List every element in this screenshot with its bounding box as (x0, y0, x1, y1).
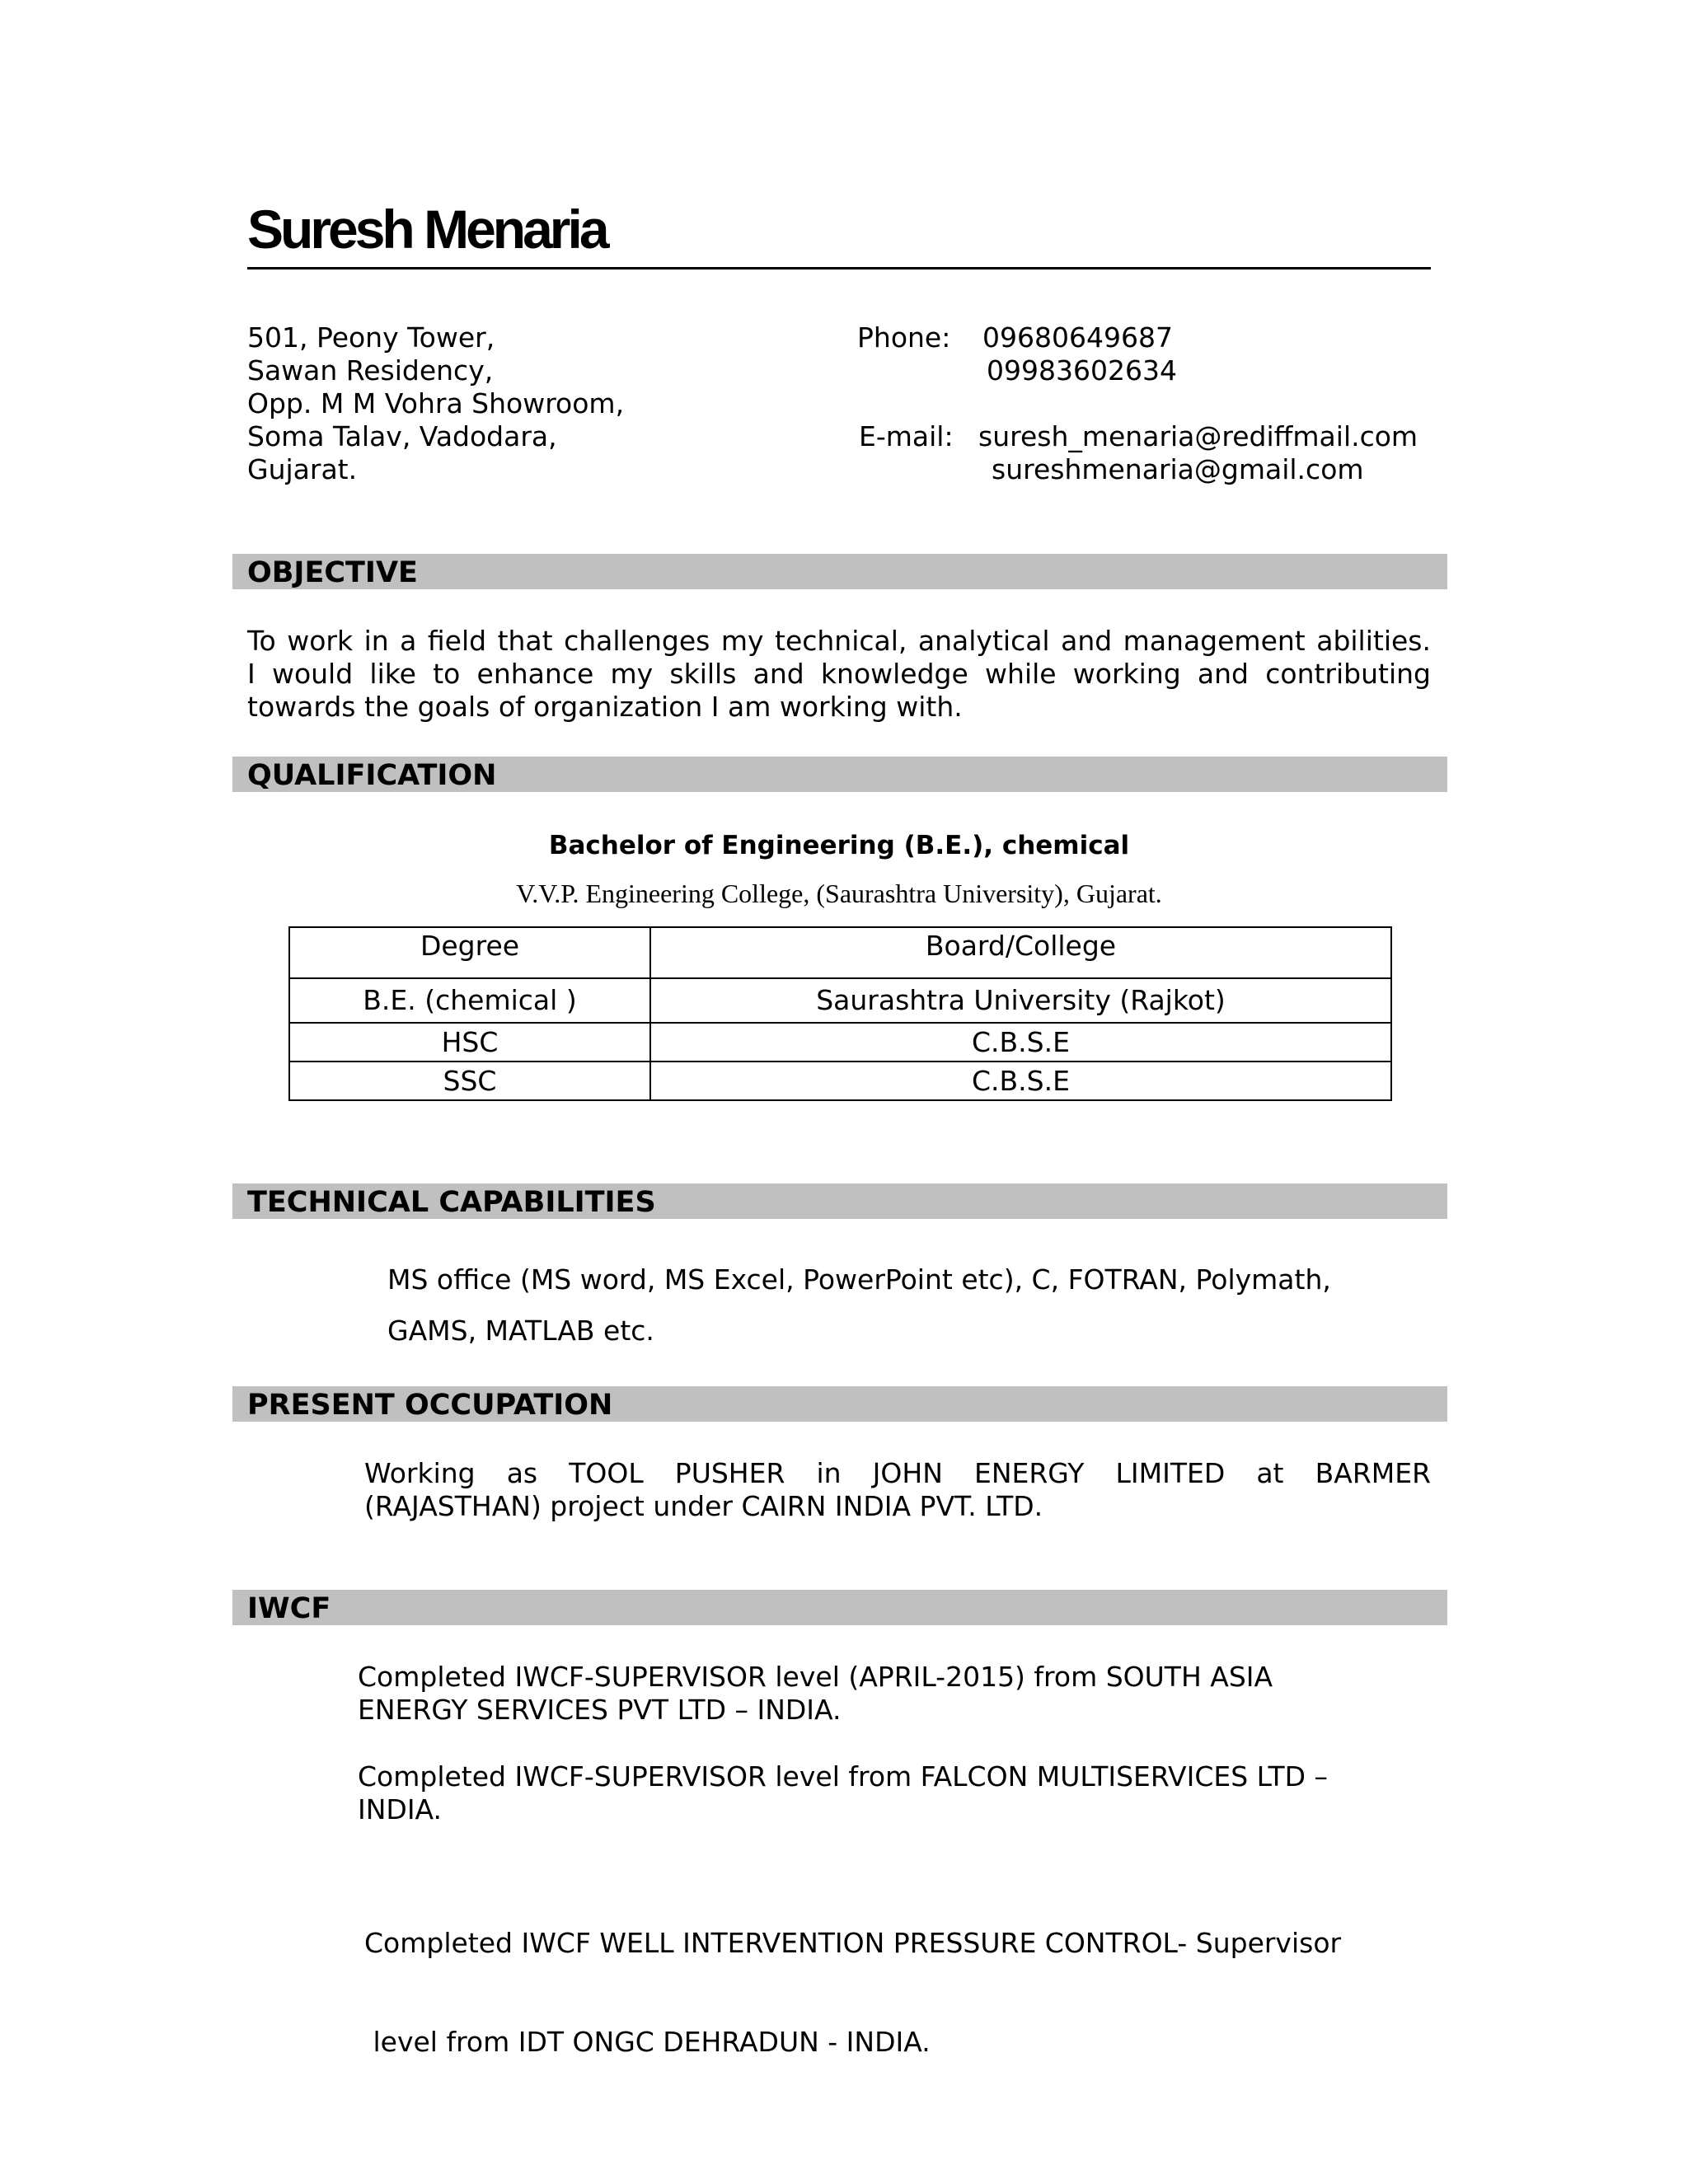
section-header-iwcf (232, 1590, 1447, 1625)
technical-text (387, 1254, 1331, 1357)
phone-number: 09680649687 (982, 321, 1173, 354)
table-cell: SSC (289, 1062, 650, 1100)
email-address: sureshmenaria@gmail.com (992, 453, 1364, 485)
section-header-objective (232, 554, 1447, 589)
section-title: TECHNICAL CAPABILITIES (247, 1186, 656, 1219)
iwcf-item (358, 1661, 1273, 1727)
iwcf-line: level from IDT ONGC DEHRADUN - INDIA. (364, 2026, 931, 2058)
name-divider (247, 267, 1431, 269)
occupation-line: (RAJASTHAN) project under CAIRN INDIA PVT. LTD. (364, 1490, 1043, 1522)
candidate-name: Suresh Menaria (247, 199, 607, 260)
objective-line: I would like to enhance my skills and knowledge while working and contributing (247, 658, 1431, 690)
address-line: Gujarat. (247, 453, 358, 485)
iwcf-line: Completed IWCF WELL INTERVENTION PRESSURE CONTROL- Supervisor (364, 1927, 1342, 1959)
column-header: Board/College (650, 927, 1391, 978)
address-line: 501, Peony Tower, (247, 321, 495, 354)
section-title: IWCF (247, 1592, 331, 1625)
table-header-row (289, 927, 1391, 978)
phone-number: 09983602634 (987, 354, 1177, 387)
address-line: Soma Talav, Vadodara, (247, 420, 557, 452)
iwcf-line: Completed IWCF-SUPERVISOR level (APRIL-2015) from SOUTH ASIA (358, 1661, 1273, 1693)
iwcf-line: INDIA. (358, 1793, 443, 1825)
table-row (289, 978, 1391, 1023)
college-name: V.V.P. Engineering College, (Saurashtra University), Gujarat. (516, 879, 1162, 908)
address-block (247, 321, 624, 486)
qualification-table (288, 926, 1392, 1101)
objective-line: towards the goals of organization I am working with. (247, 691, 963, 723)
table-row (289, 1023, 1391, 1062)
table-cell: C.B.S.E (650, 1023, 1391, 1062)
section-title: OBJECTIVE (247, 556, 418, 589)
section-title: QUALIFICATION (247, 759, 497, 792)
iwcf-line: Completed IWCF-SUPERVISOR level from FALCON MULTISERVICES LTD – (358, 1760, 1329, 1793)
technical-line: MS office (MS word, MS Excel, PowerPoint etc), C, FOTRAN, Polymath, (387, 1263, 1331, 1296)
iwcf-item (358, 1760, 1328, 1826)
occupation-line: Working as TOOL PUSHER in JOHN ENERGY LIMITED at BARMER (364, 1457, 1431, 1489)
occupation-text (364, 1457, 1431, 1523)
technical-line: GAMS, MATLAB etc. (387, 1315, 654, 1347)
address-line: Sawan Residency, (247, 354, 494, 387)
objective-text (247, 625, 1431, 724)
email-label: E-mail: (859, 420, 954, 452)
table-row (289, 1062, 1391, 1100)
table-cell: Saurashtra University (Rajkot) (650, 978, 1391, 1023)
email-address: suresh_menaria@rediffmail.com (978, 420, 1418, 452)
section-header-occupation (232, 1386, 1447, 1422)
section-header-qualification (232, 757, 1447, 792)
column-header: Degree (289, 927, 650, 978)
table-cell: HSC (289, 1023, 650, 1062)
section-title: PRESENT OCCUPATION (247, 1389, 613, 1422)
section-header-technical (232, 1183, 1447, 1219)
table-cell: C.B.S.E (650, 1062, 1391, 1100)
table-cell: B.E. (chemical ) (289, 978, 650, 1023)
iwcf-item (364, 1861, 1341, 2092)
address-line: Opp. M M Vohra Showroom, (247, 387, 625, 419)
iwcf-line: ENERGY SERVICES PVT LTD – INDIA. (358, 1694, 842, 1726)
degree-title: Bachelor of Engineering (B.E.), chemical (548, 831, 1130, 860)
objective-line: To work in a field that challenges my technical, analytical and management abilities. (247, 625, 1431, 657)
phone-label: Phone: (857, 321, 951, 354)
